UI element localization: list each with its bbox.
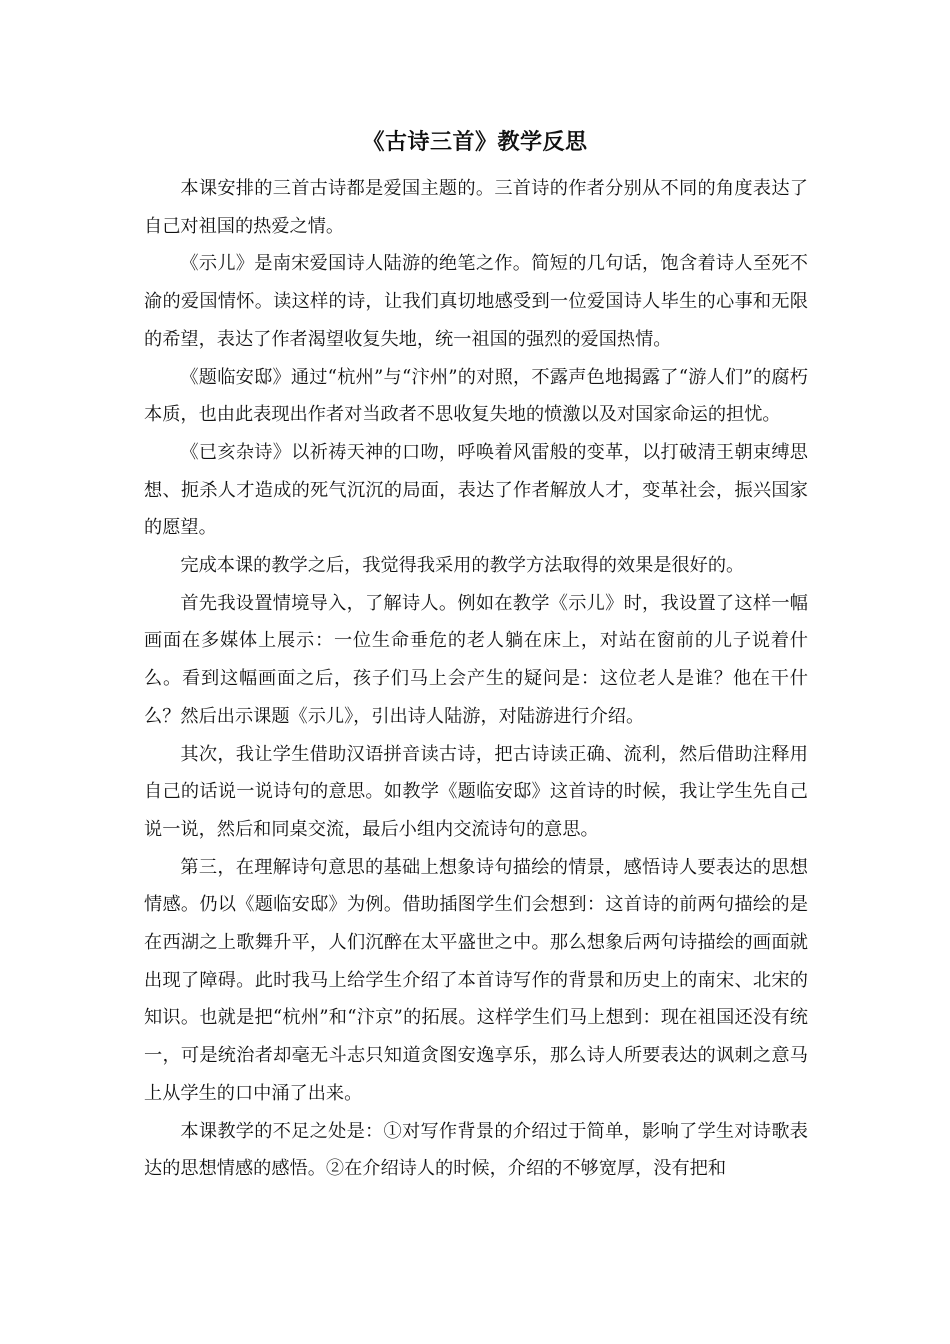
paragraph-shortcomings: 本课教学的不足之处是：①对写作背景的介绍过于简单，影响了学生对诗歌表达的思想情感的感悟。②在介绍诗人的时候，介绍的不够宽厚，没有把和 (144, 1120, 808, 1180)
paragraph-summary: 完成本课的教学之后，我觉得我采用的教学方法取得的效果是很好的。 (180, 555, 745, 577)
paragraph-first-method: 首先我设置情境导入，了解诗人。例如在教学《示儿》时，我设置了这样一幅画面在多媒体上展示：一位生命垂危的老人躺在床上，对站在窗前的儿子说着什么。看到这幅画面之后，孩子们马上会产生的疑问是：这位老人是谁？他在干什么？然后出示课题《示儿》，引出诗人陆游，对陆游进行介绍。 (144, 592, 808, 727)
paragraph-jihaizashi: 《已亥杂诗》以祈祷天神的口吻，呼唤着风雷般的变革，以打破清王朝束缚思想、扼杀人才造成的死气沉沉的局面，表达了作者解放人才，变革社会，振兴国家的愿望。 (144, 441, 808, 539)
paragraph-third-method: 第三，在理解诗句意思的基础上想象诗句描绘的情景，感悟诗人要表达的思想情感。仍以《题临安邸》为例。借助插图学生们会想到：这首诗的前两句描绘的是在西湖之上歌舞升平，人们沉醉在太平盛世之中。那么想象后两句诗描绘的画面就出现了障碍。此时我马上给学生介绍了本首诗写作的背景和历史上的南宋、北宋的知识。也就是把“杭州”和“汴京”的拓展。这样学生们马上想到：现在祖国还没有统一，可是统治者却毫无斗志只知道贪图安逸享乐，那么诗人所要表达的讽刺之意马上从学生的口中涌了出来。 (144, 856, 808, 1104)
document-body (144, 170, 808, 1188)
document-title: 《古诗三首》教学反思 (362, 129, 588, 155)
paragraph-shier: 《示儿》是南宋爱国诗人陆游的绝笔之作。简短的几句话，饱含着诗人至死不渝的爱国情怀。读这样的诗，让我们真切地感受到一位爱国诗人毕生的心事和无限的希望，表达了作者渴望收复失地，统一祖国的强烈的爱国热情。 (144, 253, 808, 350)
paragraph-intro: 本课安排的三首古诗都是爱国主题的。三首诗的作者分别从不同的角度表达了自己对祖国的热爱之情。 (144, 178, 808, 237)
paragraph-second-method: 其次，我让学生借助汉语拼音读古诗，把古诗读正确、流利，然后借助注释用自己的话说一说诗句的意思。如教学《题临安邸》这首诗的时候，我让学生先自己说一说，然后和同桌交流，最后小组内交流诗句的意思。 (144, 743, 808, 840)
paragraph-tilinandi: 《题临安邸》通过“杭州”与“汴州”的对照，不露声色地揭露了“游人们”的腐朽本质，也由此表现出作者对当政者不思收复失地的愤激以及对国家命运的担忧。 (144, 366, 808, 426)
